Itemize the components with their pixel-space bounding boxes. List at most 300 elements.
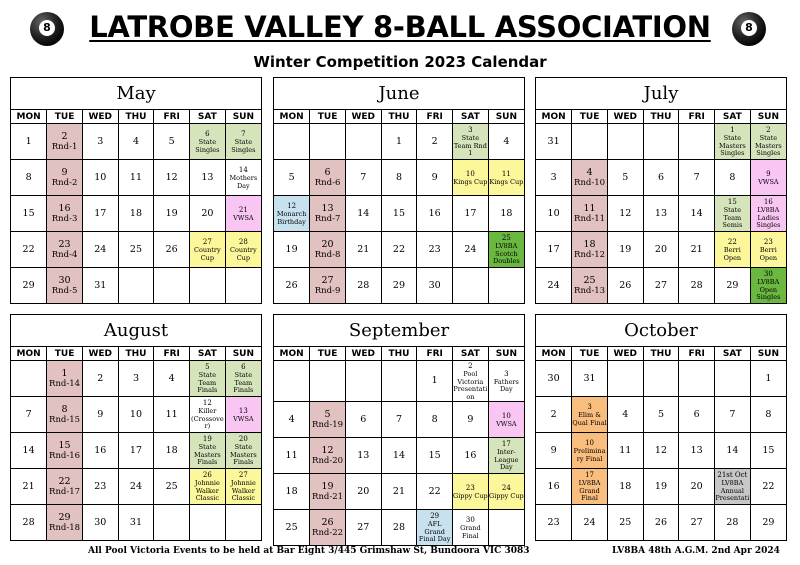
empty-day-cell xyxy=(310,361,346,402)
event-label: Rnd-13 xyxy=(574,285,606,296)
day-number: 18 xyxy=(619,480,632,492)
day-cell xyxy=(572,361,608,397)
day-number: 5 xyxy=(205,363,210,372)
day-number: 23 xyxy=(58,238,71,250)
weekday-header: TUE xyxy=(572,347,608,361)
day-number: 31 xyxy=(583,372,596,384)
day-number: 25 xyxy=(619,516,632,528)
weekday-header: SAT xyxy=(715,347,751,361)
day-number: 15 xyxy=(428,449,441,461)
day-cell xyxy=(11,397,47,433)
day-number: 4 xyxy=(622,408,629,420)
day-number: 30 xyxy=(547,372,560,384)
event-label: LV8BA Scotch Doubles xyxy=(492,242,520,266)
event-label: Rnd-21 xyxy=(312,491,344,502)
event-label: Prelimina ry Final xyxy=(573,447,606,463)
day-number: 19 xyxy=(321,480,334,492)
month-june xyxy=(273,77,525,304)
day-cell xyxy=(274,438,310,474)
footer-venue-note: All Pool Victoria Events to be held at Bar Eight 3/445 Grimshaw St, Bundoora VIC 3083 xyxy=(88,546,530,556)
day-cell xyxy=(274,232,310,268)
event-label: Rnd-15 xyxy=(49,414,81,425)
day-number: 10 xyxy=(129,408,142,420)
day-number: 27 xyxy=(357,521,370,533)
event-label: LV8BA Ladies Singles xyxy=(756,206,781,230)
day-cell xyxy=(715,124,751,160)
day-number: 6 xyxy=(241,363,246,372)
event-label: Rnd-11 xyxy=(574,213,606,224)
day-cell xyxy=(417,160,453,196)
event-label: Rnd-3 xyxy=(51,213,78,224)
day-number: 14 xyxy=(690,207,703,219)
day-number: 7 xyxy=(360,171,367,183)
weekday-header: THU xyxy=(381,110,417,124)
day-number: 21 xyxy=(690,243,703,255)
day-number: 25 xyxy=(165,480,178,492)
day-cell xyxy=(536,433,572,469)
day-number: 20 xyxy=(321,238,334,250)
day-cell xyxy=(417,438,453,474)
day-number: 22 xyxy=(762,480,775,492)
day-number: 17 xyxy=(547,243,560,255)
day-number: 1 xyxy=(765,372,772,384)
empty-day-cell xyxy=(679,124,715,160)
day-cell xyxy=(643,268,679,304)
day-cell xyxy=(679,505,715,541)
weekday-header: TUE xyxy=(47,347,83,361)
day-cell xyxy=(11,469,47,505)
day-number: 29 xyxy=(726,279,739,291)
day-cell xyxy=(47,397,83,433)
day-cell xyxy=(11,505,47,541)
event-label: Gippy Cup xyxy=(489,491,524,500)
day-number: 21st Oct xyxy=(717,471,748,480)
empty-day-cell xyxy=(643,124,679,160)
weekday-header: THU xyxy=(643,347,679,361)
day-cell xyxy=(118,124,154,160)
event-label: Rnd-19 xyxy=(312,419,344,430)
day-cell xyxy=(750,361,786,397)
day-cell xyxy=(453,510,489,546)
day-cell xyxy=(225,469,261,505)
day-cell xyxy=(715,433,751,469)
day-number: 6 xyxy=(360,413,367,425)
event-label: Rnd-4 xyxy=(51,249,78,260)
day-cell xyxy=(488,232,524,268)
day-number: 30 xyxy=(94,516,107,528)
day-number: 14 xyxy=(726,444,739,456)
day-cell xyxy=(488,402,524,438)
day-cell xyxy=(82,124,118,160)
day-cell xyxy=(381,196,417,232)
day-number: 9 xyxy=(467,413,474,425)
day-number: 4 xyxy=(586,166,593,178)
day-cell xyxy=(572,160,608,196)
day-number: 7 xyxy=(693,171,700,183)
month-name: July xyxy=(536,78,786,110)
day-number: 3 xyxy=(550,171,557,183)
day-cell xyxy=(488,196,524,232)
empty-day-cell xyxy=(225,268,261,304)
day-number: 9 xyxy=(61,166,68,178)
day-cell xyxy=(47,196,83,232)
day-cell xyxy=(750,124,786,160)
day-cell xyxy=(679,469,715,505)
day-number: 21 xyxy=(22,480,35,492)
weekday-header: FRI xyxy=(154,110,190,124)
day-number: 19 xyxy=(654,480,667,492)
day-number: 3 xyxy=(97,135,104,147)
day-number: 3 xyxy=(587,403,592,411)
day-cell xyxy=(190,433,226,469)
day-number: 29 xyxy=(22,279,35,291)
day-number: 23 xyxy=(547,516,560,528)
day-cell xyxy=(118,397,154,433)
day-number: 19 xyxy=(202,435,212,444)
day-number: 20 xyxy=(357,485,370,497)
day-number: 29 xyxy=(58,511,71,523)
day-number: 2 xyxy=(766,126,771,135)
event-label: LV8BA Annual Presentati xyxy=(715,479,750,503)
weekday-header: THU xyxy=(118,347,154,361)
event-label: Rnd-16 xyxy=(49,450,81,461)
weekday-header: SAT xyxy=(190,347,226,361)
day-cell xyxy=(190,196,226,232)
day-cell xyxy=(82,469,118,505)
empty-day-cell xyxy=(190,268,226,304)
day-number: 8 xyxy=(61,403,68,415)
day-number: 11 xyxy=(583,202,596,214)
day-number: 15 xyxy=(22,207,35,219)
day-number: 29 xyxy=(430,512,440,521)
day-cell xyxy=(715,196,751,232)
empty-day-cell xyxy=(453,268,489,304)
day-cell xyxy=(381,438,417,474)
day-number: 8 xyxy=(765,408,772,420)
day-cell xyxy=(750,505,786,541)
event-label: State Team Finals xyxy=(197,371,218,395)
day-cell xyxy=(154,397,190,433)
day-cell xyxy=(536,124,572,160)
weekday-header: TUE xyxy=(310,347,346,361)
day-number: 10 xyxy=(465,169,475,178)
day-cell xyxy=(345,402,381,438)
day-number: 16 xyxy=(428,207,441,219)
day-cell xyxy=(750,232,786,268)
day-cell xyxy=(679,160,715,196)
empty-day-cell xyxy=(715,361,751,397)
day-cell xyxy=(118,196,154,232)
event-label: State Singles xyxy=(195,138,220,154)
day-cell xyxy=(572,232,608,268)
day-cell xyxy=(453,402,489,438)
day-number: 12 xyxy=(321,444,334,456)
event-label: Country Cup xyxy=(194,246,221,262)
day-number: 5 xyxy=(622,171,629,183)
day-cell xyxy=(488,124,524,160)
day-cell xyxy=(225,124,261,160)
event-label: Rnd-14 xyxy=(49,378,81,389)
day-number: 13 xyxy=(321,202,334,214)
day-cell xyxy=(310,510,346,546)
day-cell xyxy=(536,160,572,196)
day-cell xyxy=(154,433,190,469)
weekday-header: MON xyxy=(274,110,310,124)
day-number: 28 xyxy=(392,521,405,533)
day-number: 17 xyxy=(94,207,107,219)
day-cell xyxy=(381,268,417,304)
day-cell xyxy=(607,433,643,469)
weekday-header: THU xyxy=(118,110,154,124)
day-number: 22 xyxy=(727,238,737,246)
day-cell xyxy=(381,510,417,546)
day-cell xyxy=(274,160,310,196)
weekday-header: WED xyxy=(82,347,118,361)
weekday-header: SAT xyxy=(190,110,226,124)
day-cell xyxy=(118,469,154,505)
event-label: Rnd-20 xyxy=(312,455,344,466)
weekday-header: WED xyxy=(345,110,381,124)
day-number: 10 xyxy=(94,171,107,183)
weekday-header: TUE xyxy=(47,110,83,124)
day-number: 18 xyxy=(583,238,596,250)
day-number: 17 xyxy=(585,471,595,480)
event-label: Rnd-18 xyxy=(49,522,81,533)
day-number: 12 xyxy=(287,202,297,210)
empty-day-cell xyxy=(154,505,190,541)
day-number: 26 xyxy=(202,471,212,480)
day-cell xyxy=(715,268,751,304)
day-cell xyxy=(47,505,83,541)
day-number: 18 xyxy=(129,207,142,219)
day-number: 17 xyxy=(129,444,142,456)
day-number: 16 xyxy=(464,449,477,461)
weekday-header: SUN xyxy=(225,110,261,124)
day-cell xyxy=(417,402,453,438)
day-number: 12 xyxy=(654,444,667,456)
day-cell xyxy=(536,268,572,304)
day-number: 28 xyxy=(690,279,703,291)
day-number: 15 xyxy=(58,439,71,451)
day-cell xyxy=(11,160,47,196)
day-number: 11 xyxy=(129,171,142,183)
day-number: 3 xyxy=(504,369,509,378)
empty-day-cell xyxy=(345,361,381,402)
day-number: 7 xyxy=(25,408,32,420)
day-cell xyxy=(572,397,608,433)
day-number: 11 xyxy=(619,444,632,456)
day-cell xyxy=(679,397,715,433)
day-number: 8 xyxy=(729,171,736,183)
day-cell xyxy=(453,196,489,232)
day-cell xyxy=(345,474,381,510)
day-number: 10 xyxy=(547,207,560,219)
weekday-header: TUE xyxy=(572,110,608,124)
day-number: 23 xyxy=(94,480,107,492)
day-number: 15 xyxy=(727,198,737,207)
event-label: Rnd-9 xyxy=(314,285,341,296)
day-cell xyxy=(47,433,83,469)
footer-agm-note: LV8BA 48th A.G.M. 2nd Apr 2024 xyxy=(612,546,780,556)
month-name: August xyxy=(11,315,261,347)
day-cell xyxy=(274,402,310,438)
day-number: 10 xyxy=(585,439,595,447)
day-number: 19 xyxy=(619,243,632,255)
day-number: 11 xyxy=(285,449,298,461)
day-cell xyxy=(643,196,679,232)
day-number: 28 xyxy=(726,516,739,528)
month-name: October xyxy=(536,315,786,347)
day-cell xyxy=(607,397,643,433)
day-cell xyxy=(417,474,453,510)
month-july xyxy=(535,77,787,304)
day-cell xyxy=(607,196,643,232)
empty-day-cell xyxy=(190,505,226,541)
empty-day-cell xyxy=(607,361,643,397)
day-cell xyxy=(679,433,715,469)
day-cell xyxy=(750,268,786,304)
empty-day-cell xyxy=(11,361,47,397)
day-cell xyxy=(750,196,786,232)
day-number: 13 xyxy=(357,449,370,461)
weekday-header: MON xyxy=(536,110,572,124)
day-cell xyxy=(536,361,572,397)
empty-day-cell xyxy=(572,124,608,160)
day-cell xyxy=(572,469,608,505)
event-label: Rnd-6 xyxy=(314,177,341,188)
weekday-header: SUN xyxy=(750,347,786,361)
day-number: 23 xyxy=(465,483,475,492)
day-number: 26 xyxy=(285,279,298,291)
day-number: 24 xyxy=(94,243,107,255)
event-label: Mothers Day xyxy=(229,174,258,190)
day-number: 17 xyxy=(464,207,477,219)
day-cell xyxy=(715,397,751,433)
event-label: Rnd-8 xyxy=(314,249,341,260)
day-number: 19 xyxy=(165,207,178,219)
day-cell xyxy=(154,196,190,232)
day-cell xyxy=(154,469,190,505)
day-cell xyxy=(607,469,643,505)
day-number: 20 xyxy=(654,243,667,255)
day-cell xyxy=(750,397,786,433)
day-cell xyxy=(310,160,346,196)
day-cell xyxy=(417,510,453,546)
day-number: 30 xyxy=(763,270,773,279)
month-name: September xyxy=(274,315,524,347)
event-label: Elim & Qual Final xyxy=(572,411,607,427)
day-cell xyxy=(345,268,381,304)
event-label: LV8BA Grand Final xyxy=(578,479,601,503)
day-number: 13 xyxy=(238,406,248,415)
day-number: 21 xyxy=(238,205,248,214)
empty-day-cell xyxy=(488,268,524,304)
event-label: Berri Open xyxy=(723,246,742,262)
day-cell xyxy=(679,232,715,268)
day-number: 22 xyxy=(22,243,35,255)
day-number: 11 xyxy=(165,408,178,420)
day-cell xyxy=(11,124,47,160)
day-cell xyxy=(47,232,83,268)
weekday-header: FRI xyxy=(154,347,190,361)
day-number: 25 xyxy=(501,234,511,243)
day-cell xyxy=(536,505,572,541)
event-label: State Masters Finals xyxy=(229,443,257,467)
day-number: 28 xyxy=(22,516,35,528)
event-label: Berri Open xyxy=(759,246,778,262)
eight-ball-icon-left: 8 xyxy=(30,12,64,46)
day-number: 6 xyxy=(324,166,331,178)
day-cell xyxy=(11,196,47,232)
event-label: Inter-League Day xyxy=(494,448,519,472)
weekday-header: SUN xyxy=(225,347,261,361)
day-number: 26 xyxy=(321,516,334,528)
month-september xyxy=(273,314,525,546)
day-number: 29 xyxy=(392,279,405,291)
day-cell xyxy=(310,268,346,304)
day-number: 26 xyxy=(619,279,632,291)
day-cell xyxy=(750,433,786,469)
day-cell xyxy=(345,510,381,546)
day-number: 12 xyxy=(202,399,212,408)
day-number: 4 xyxy=(503,135,510,147)
day-cell xyxy=(750,160,786,196)
day-cell xyxy=(417,361,453,402)
day-cell xyxy=(310,402,346,438)
weekday-header: SAT xyxy=(715,110,751,124)
empty-day-cell xyxy=(345,124,381,160)
day-number: 24 xyxy=(129,480,142,492)
day-number: 31 xyxy=(94,279,107,291)
day-cell xyxy=(643,433,679,469)
event-label: State Team Semis xyxy=(722,206,743,230)
event-label: State Team Finals xyxy=(233,371,254,395)
day-number: 25 xyxy=(129,243,142,255)
day-cell xyxy=(572,433,608,469)
day-cell xyxy=(715,505,751,541)
weekday-header: FRI xyxy=(417,347,453,361)
event-label: LV8BA Open Singles xyxy=(756,278,781,302)
day-cell xyxy=(417,268,453,304)
day-number: 16 xyxy=(94,444,107,456)
weekday-header: THU xyxy=(381,347,417,361)
weekday-header: WED xyxy=(607,110,643,124)
day-cell xyxy=(82,268,118,304)
day-number: 27 xyxy=(238,471,248,480)
day-cell xyxy=(11,433,47,469)
empty-day-cell xyxy=(225,505,261,541)
day-number: 12 xyxy=(165,171,178,183)
day-number: 6 xyxy=(693,408,700,420)
day-number: 3 xyxy=(468,126,473,135)
day-cell xyxy=(417,124,453,160)
month-august xyxy=(10,314,262,541)
event-label: Rnd-5 xyxy=(51,285,78,296)
weekday-header: MON xyxy=(274,347,310,361)
day-number: 27 xyxy=(654,279,667,291)
day-number: 16 xyxy=(58,202,71,214)
day-number: 8 xyxy=(431,413,438,425)
weekday-header: SUN xyxy=(488,110,524,124)
day-number: 14 xyxy=(22,444,35,456)
day-cell xyxy=(643,232,679,268)
event-label: Rnd-12 xyxy=(574,249,606,260)
day-cell xyxy=(310,438,346,474)
day-number: 5 xyxy=(657,408,664,420)
page-title: LATROBE VALLEY 8-BALL ASSOCIATION xyxy=(89,10,711,44)
empty-day-cell xyxy=(607,124,643,160)
day-number: 5 xyxy=(168,135,175,147)
